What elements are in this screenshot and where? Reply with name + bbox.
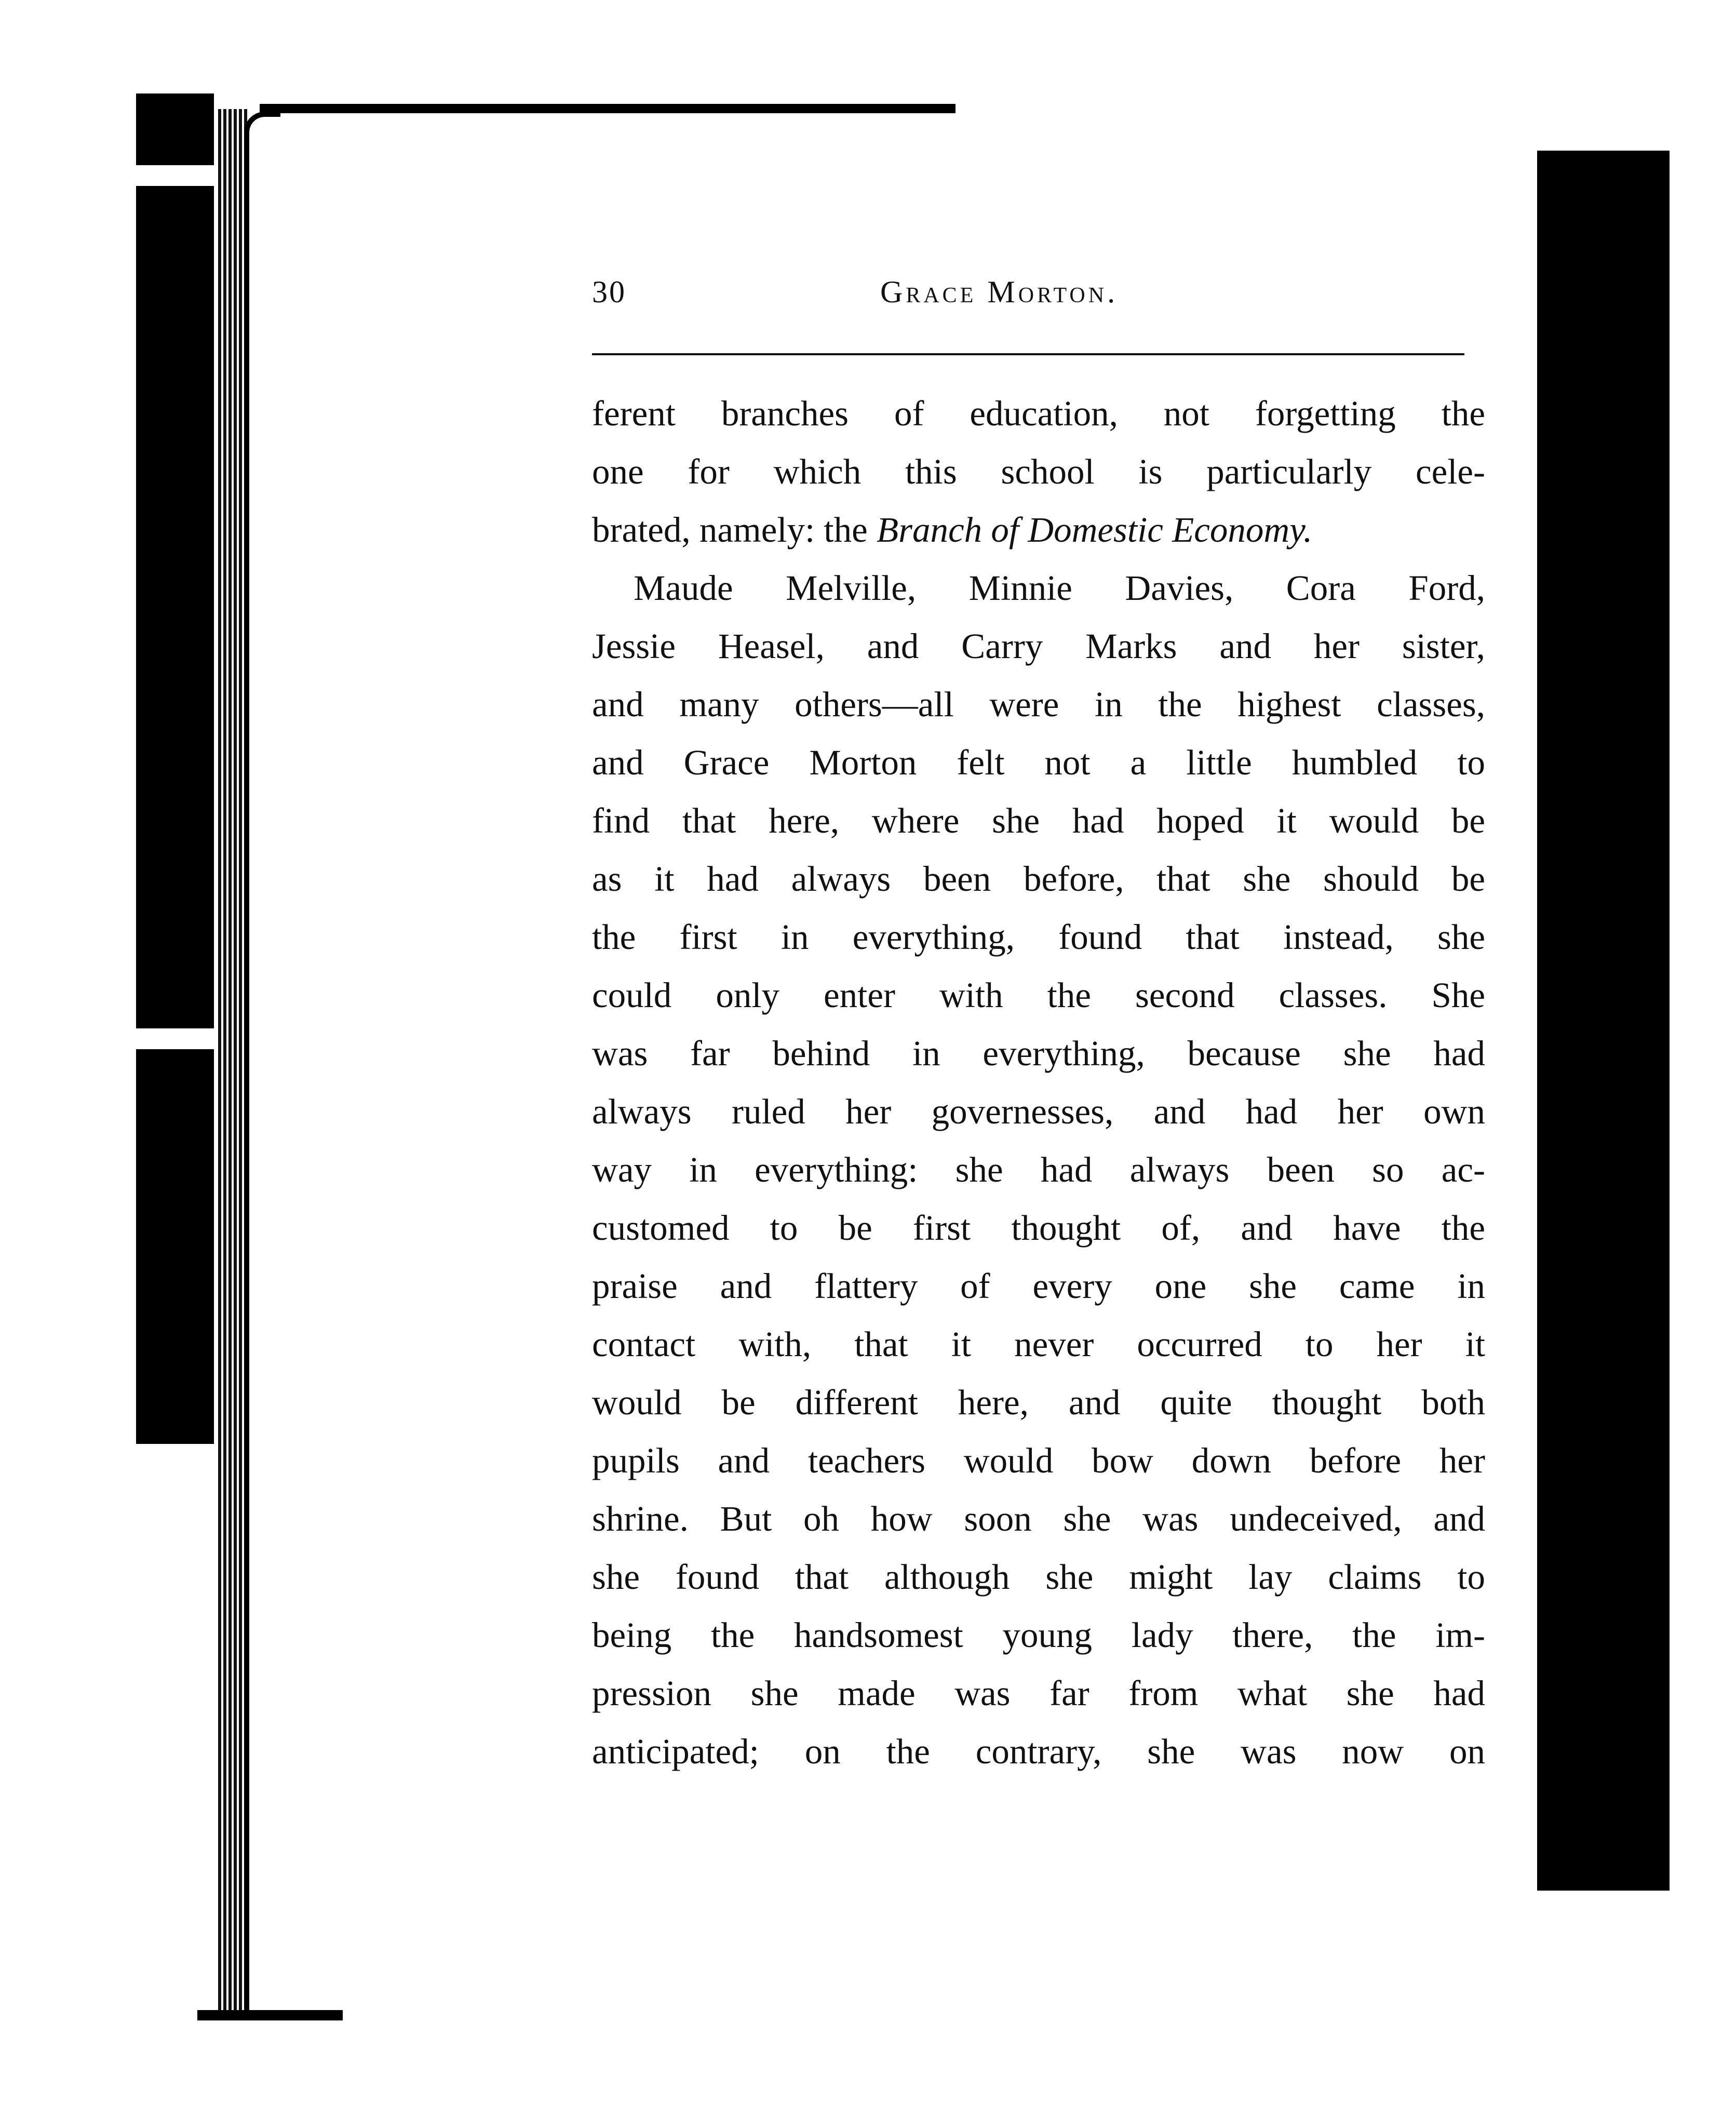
text-line: shrine. But oh how soon she was undeceived, and xyxy=(592,1499,1485,1538)
running-title: Grace Morton. xyxy=(880,275,1119,309)
text-line: pupils and teachers would bow down before her xyxy=(592,1441,1485,1480)
header-rule xyxy=(592,353,1464,355)
text-line xyxy=(592,501,1485,559)
page-number: 30 xyxy=(592,275,626,309)
body-text xyxy=(592,384,1485,1780)
text-segment: brated, namely: the xyxy=(592,510,877,550)
text-line: being the handsomest young lady there, the im- xyxy=(592,1615,1485,1655)
text-line: as it had always been before, that she should be xyxy=(592,859,1485,899)
text-line: would be different here, and quite thought both xyxy=(592,1383,1485,1422)
text-line: always ruled her governesses, and had her own xyxy=(592,1092,1485,1131)
italic-phrase: Branch of Domestic Economy. xyxy=(876,510,1313,550)
text-line: Maude Melville, Minnie Davies, Cora Ford, xyxy=(634,568,1485,608)
spine-gap xyxy=(136,1028,214,1049)
text-line: pression she made was far from what she had xyxy=(592,1673,1485,1713)
text-line: anticipated; on the contrary, she was now on xyxy=(592,1732,1485,1771)
text-line: could only enter with the second classes. She xyxy=(592,975,1485,1015)
text-line: contact with, that it never occurred to her it xyxy=(592,1324,1485,1364)
text-line: find that here, where she had hoped it would be xyxy=(592,801,1485,840)
text-line: ferent branches of education, not forgetting the xyxy=(592,394,1485,433)
page-bottom-edge xyxy=(197,2010,343,2020)
text-line: she found that although she might lay claims to xyxy=(592,1557,1485,1597)
right-scan-shadow xyxy=(1537,151,1670,1891)
text-line: was far behind in everything, because she had xyxy=(592,1034,1485,1073)
text-line: and Grace Morton felt not a little humbled to xyxy=(592,743,1485,782)
text-line: customed to be first thought of, and have the xyxy=(592,1208,1485,1248)
page-header xyxy=(592,274,1464,326)
text-line: and many others—all were in the highest classes, xyxy=(592,685,1485,724)
book-spine-shadow xyxy=(136,93,214,1444)
page-top-edge xyxy=(260,104,956,113)
text-line: the first in everything, found that instead, she xyxy=(592,917,1485,957)
text-line: Jessie Heasel, and Carry Marks and her sister, xyxy=(592,626,1485,666)
text-line: praise and flattery of every one she came in xyxy=(592,1266,1485,1306)
page-left-edge xyxy=(244,112,280,2018)
text-line: one for which this school is particularly cele- xyxy=(592,452,1485,491)
text-line: way in everything: she had always been so ac- xyxy=(592,1150,1485,1189)
spine-gap xyxy=(136,165,214,186)
